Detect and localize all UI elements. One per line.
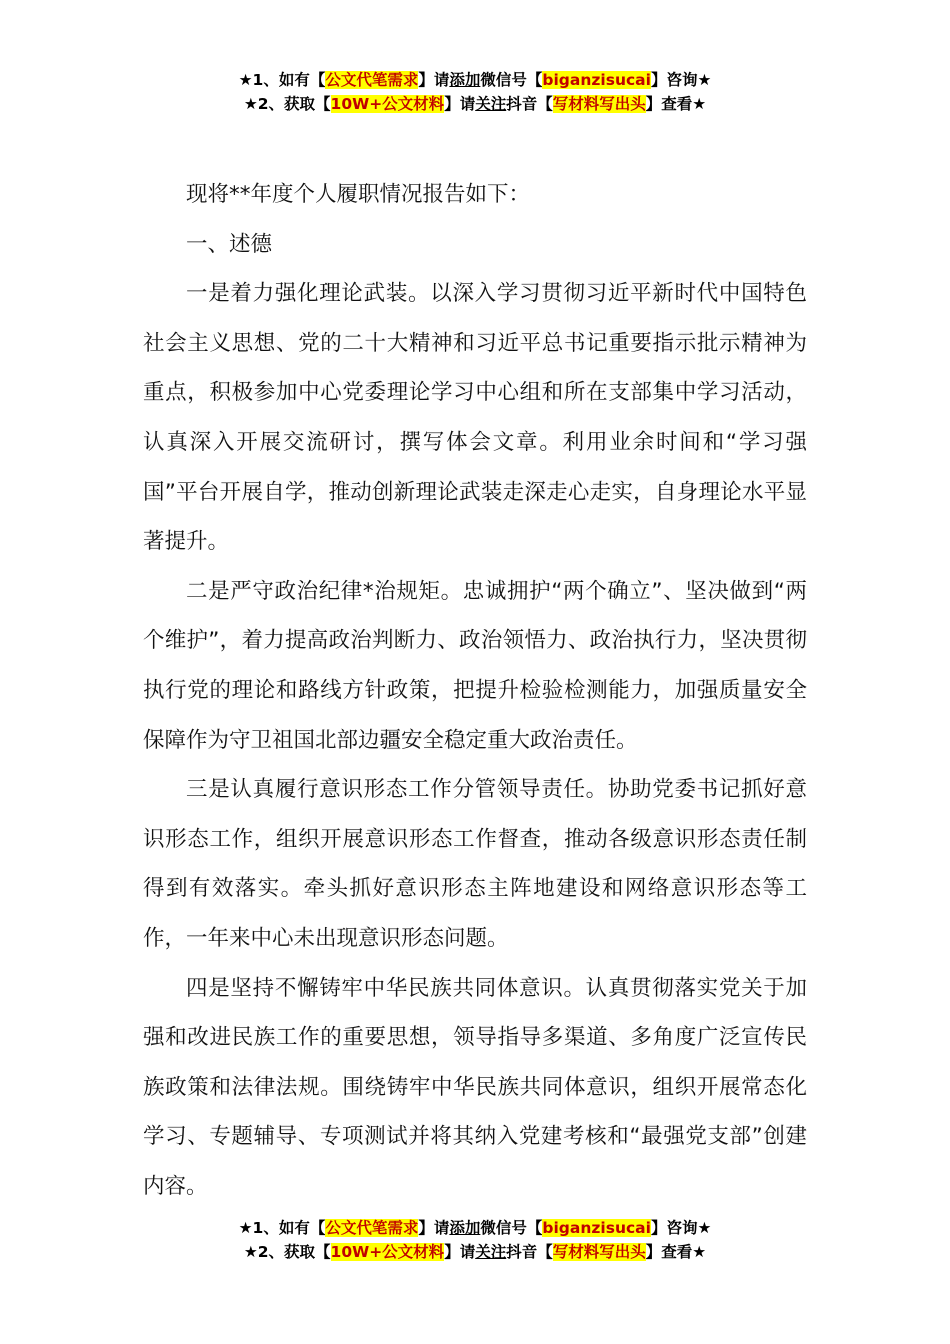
banner-highlight-douyin-id: 写材料写出头: [552, 95, 646, 113]
banner-underline-follow: 关注: [475, 95, 507, 113]
banner-underline-follow: 关注: [475, 1243, 507, 1261]
banner-line-2: ★2、获取【10W+公文材料】请关注抖音【写材料写出头】查看★: [243, 1243, 707, 1261]
banner-highlight-wechat-id: biganzisucai: [542, 71, 651, 89]
paragraph-ethnic-unity: 四是坚持不懈铸牢中华民族共同体意识。认真贯彻落实党关于加强和改进民族工作的重要思想，领导指导多渠道、多角度广泛宣传民族政策和法律法规。围绕铸牢中华民族共同体意识，组织开展常态化学习、专题辅导、专项测试并将其纳入党建考核和“最强党支部”创建内容。: [143, 975, 807, 1199]
paragraph-discipline: 二是严守政治纪律*治规矩。忠诚拥护“两个确立”、坚决做到“两个维护”，着力提高政治判断力、政治领悟力、政治执行力，坚决贯彻执行党的理论和路线方针政策，把提升检验检测能力，加强质量安全保障作为守卫祖国北部边疆安全稳定重大政治责任。: [143, 578, 807, 753]
document-body: [143, 170, 807, 1211]
banner-line-1: ★1、如有【公文代笔需求】请添加微信号【biganzisucai】咨询★: [238, 71, 712, 89]
banner-highlight-materials: 10W+公文材料: [330, 95, 445, 113]
banner-underline-add: 添加: [449, 71, 481, 89]
banner-underline-add: 添加: [449, 1219, 481, 1237]
bottom-ad-banner: [0, 1216, 950, 1264]
intro-paragraph: 现将**年度个人履职情况报告如下：: [186, 182, 531, 207]
banner-line-2: ★2、获取【10W+公文材料】请关注抖音【写材料写出头】查看★: [243, 95, 707, 113]
banner-highlight-douyin-id: 写材料写出头: [552, 1243, 646, 1261]
paragraph-theory: 一是着力强化理论武装。以深入学习贯彻习近平新时代中国特色社会主义思想、党的二十大精神和习近平总书记重要指示批示精神为重点，积极参加中心党委理论学习中心组和所在支部集中学习活动，认真深入开展交流研讨，撰写体会文章。利用业余时间和“学习强国”平台开展自学，推动创新理论武装走深走心走实，自身理论水平显著提升。: [143, 281, 807, 555]
paragraph-ideology: 三是认真履行意识形态工作分管领导责任。协助党委书记抓好意识形态工作，组织开展意识形态工作督查，推动各级意识形态责任制得到有效落实。牵头抓好意识形态主阵地建设和网络意识形态等工作，一年来中心未出现意识形态问题。: [143, 777, 807, 951]
banner-highlight-wechat-id: biganzisucai: [542, 1219, 651, 1237]
banner-highlight-service: 公文代笔需求: [325, 1219, 419, 1237]
banner-highlight-service: 公文代笔需求: [325, 71, 419, 89]
top-ad-banner: [0, 68, 950, 116]
banner-line-1: ★1、如有【公文代笔需求】请添加微信号【biganzisucai】咨询★: [238, 1219, 712, 1237]
banner-highlight-materials: 10W+公文材料: [330, 1243, 445, 1261]
section-heading-morality: 一、述德: [186, 231, 273, 257]
